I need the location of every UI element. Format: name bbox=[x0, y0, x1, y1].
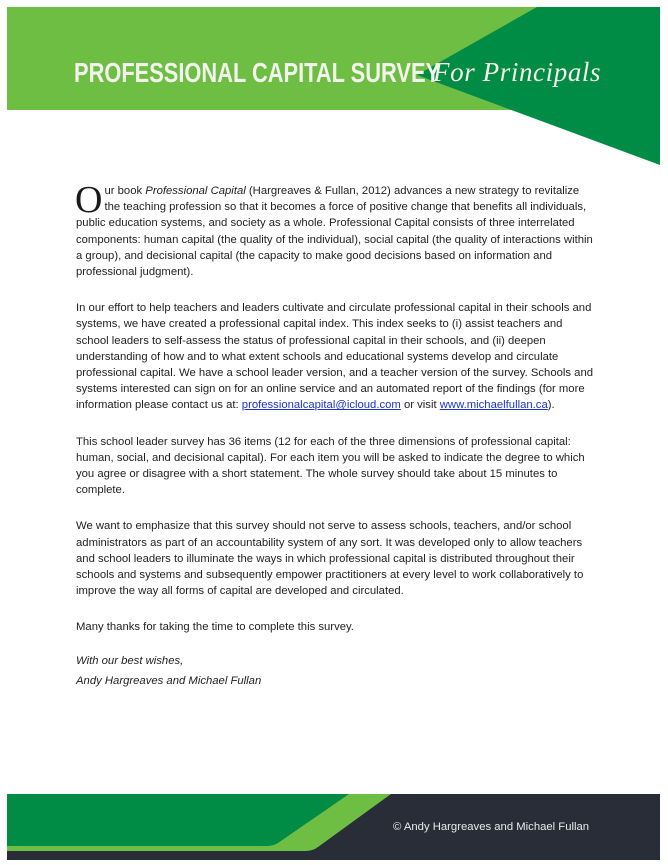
email-link[interactable]: professionalcapital@icloud.com bbox=[241, 399, 401, 412]
book-title: Professional Capital bbox=[145, 185, 246, 197]
emphasis-paragraph: We want to emphasize that this survey should not serve to assess schools, teachers, and/or school administrators as part of an accountability system of any sort. It was developed only to allow teachers and school leaders to illuminate the ways in which professional capital is distributed throughout their schools and systems and subsequently empower practitioners at every level to work collaboratively to improve the way all forms of capital are developed and circulated. bbox=[76, 520, 584, 598]
footer-copyright: © Andy Hargreaves and Michael Fullan bbox=[393, 821, 590, 833]
website-link[interactable]: www.michaelfullan.ca bbox=[439, 399, 548, 412]
document-body bbox=[75, 179, 596, 691]
survey-paragraph: This school leader survey has 36 items (12 for each of the three dimensions of professional capital: human, social, and decisional capital). For each item you will be asked to indicate the degree to which you agree or disagree with a short statement. The whole survey should take about 15 minutes to complete. bbox=[76, 435, 585, 497]
signoff-greeting: With our best wishes, bbox=[76, 654, 184, 667]
index-middle-text: or visit bbox=[400, 399, 440, 412]
drop-cap: O bbox=[75, 179, 103, 221]
signoff-authors: Andy Hargreaves and Michael Fullan bbox=[76, 674, 262, 687]
index-paragraph bbox=[76, 300, 596, 413]
thanks-paragraph: Many thanks for taking the time to complete this survey. bbox=[76, 621, 354, 634]
page-subtitle: For Principals bbox=[433, 57, 602, 87]
index-end-text: ). bbox=[547, 399, 555, 412]
index-text: In our effort to help teachers and leaders cultivate and circulate professional capital in their schools and systems, we have created a professional capital index. This index seeks to (i) assist teachers and school leaders to self-assess the status of professional capital in their schools, and (ii) deepen understanding of how and to what extent schools and educational systems develop and circulate professional capital. We have a school leader version, and a teacher version of the survey. Schools and systems interested can sign on for an online service and an automated report of the findings (for more information please contact us at: bbox=[76, 302, 594, 412]
intro-text-start: ur book bbox=[104, 185, 146, 197]
page-title: PROFESSIONAL CAPITAL SURVEY bbox=[74, 57, 441, 88]
intro-paragraph bbox=[75, 179, 596, 280]
intro-text-rest: (Hargreaves & Fullan, 2012) advances a new strategy to revitalize the teaching profession so that it becomes a force of positive change that benefits all individuals, public education systems, and society as a whole. Professional Capital consists of three interrelated components: human capital (the quality of the individual), social capital (the quality of interactions within a group), and decisional capital (the capacity to make good decisions based on information and professional judgment). bbox=[76, 185, 593, 279]
